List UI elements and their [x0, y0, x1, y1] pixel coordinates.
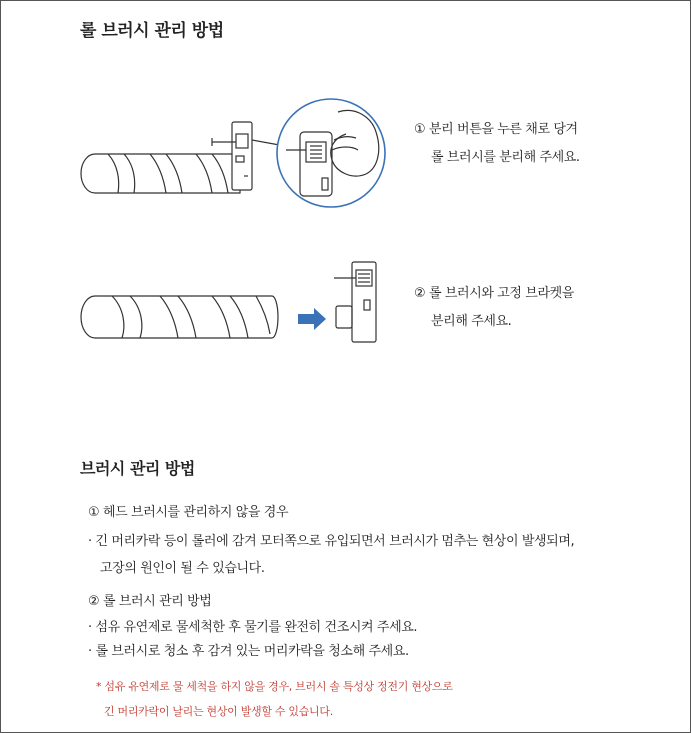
- bullet-3: · 롤 브러시로 청소 후 감겨 있는 머리카락을 청소해 주세요.: [88, 644, 409, 659]
- bullet-1-line2: 고장의 원인이 될 수 있습니다.: [100, 561, 265, 576]
- section1-title: 롤 브러시 관리 방법: [80, 21, 224, 41]
- sub-heading-1: ① 헤드 브러시를 관리하지 않을 경우: [88, 505, 289, 520]
- bullet-2: · 섬유 유연제로 물세척한 후 물기를 완전히 건조시켜 주세요.: [88, 620, 418, 635]
- bullet-1-line1: · 긴 머리카락 등이 롤러에 감겨 모터쪽으로 유입되면서 브러시가 멈추는 현상이 발생되며,: [88, 534, 575, 549]
- step1-text: ① 분리 버튼을 누른 채로 당겨 롤 브러시를 분리해 주세요.: [414, 122, 580, 165]
- caution-note-line2: 긴 머리카락이 날리는 현상이 발생할 수 있습니다.: [104, 705, 333, 718]
- sub-heading-2: ② 롤 브러시 관리 방법: [88, 594, 212, 609]
- caution-note-line1: * 섬유 유연제로 물 세척을 하지 않을 경우, 브러시 솔 특성상 정전기 현상으로: [96, 680, 453, 693]
- arrow-right-icon: [298, 308, 326, 330]
- section2-title: 브러시 관리 방법: [80, 459, 195, 478]
- step2-text: ② 롤 브러시와 고정 브라켓을 분리해 주세요.: [414, 286, 574, 329]
